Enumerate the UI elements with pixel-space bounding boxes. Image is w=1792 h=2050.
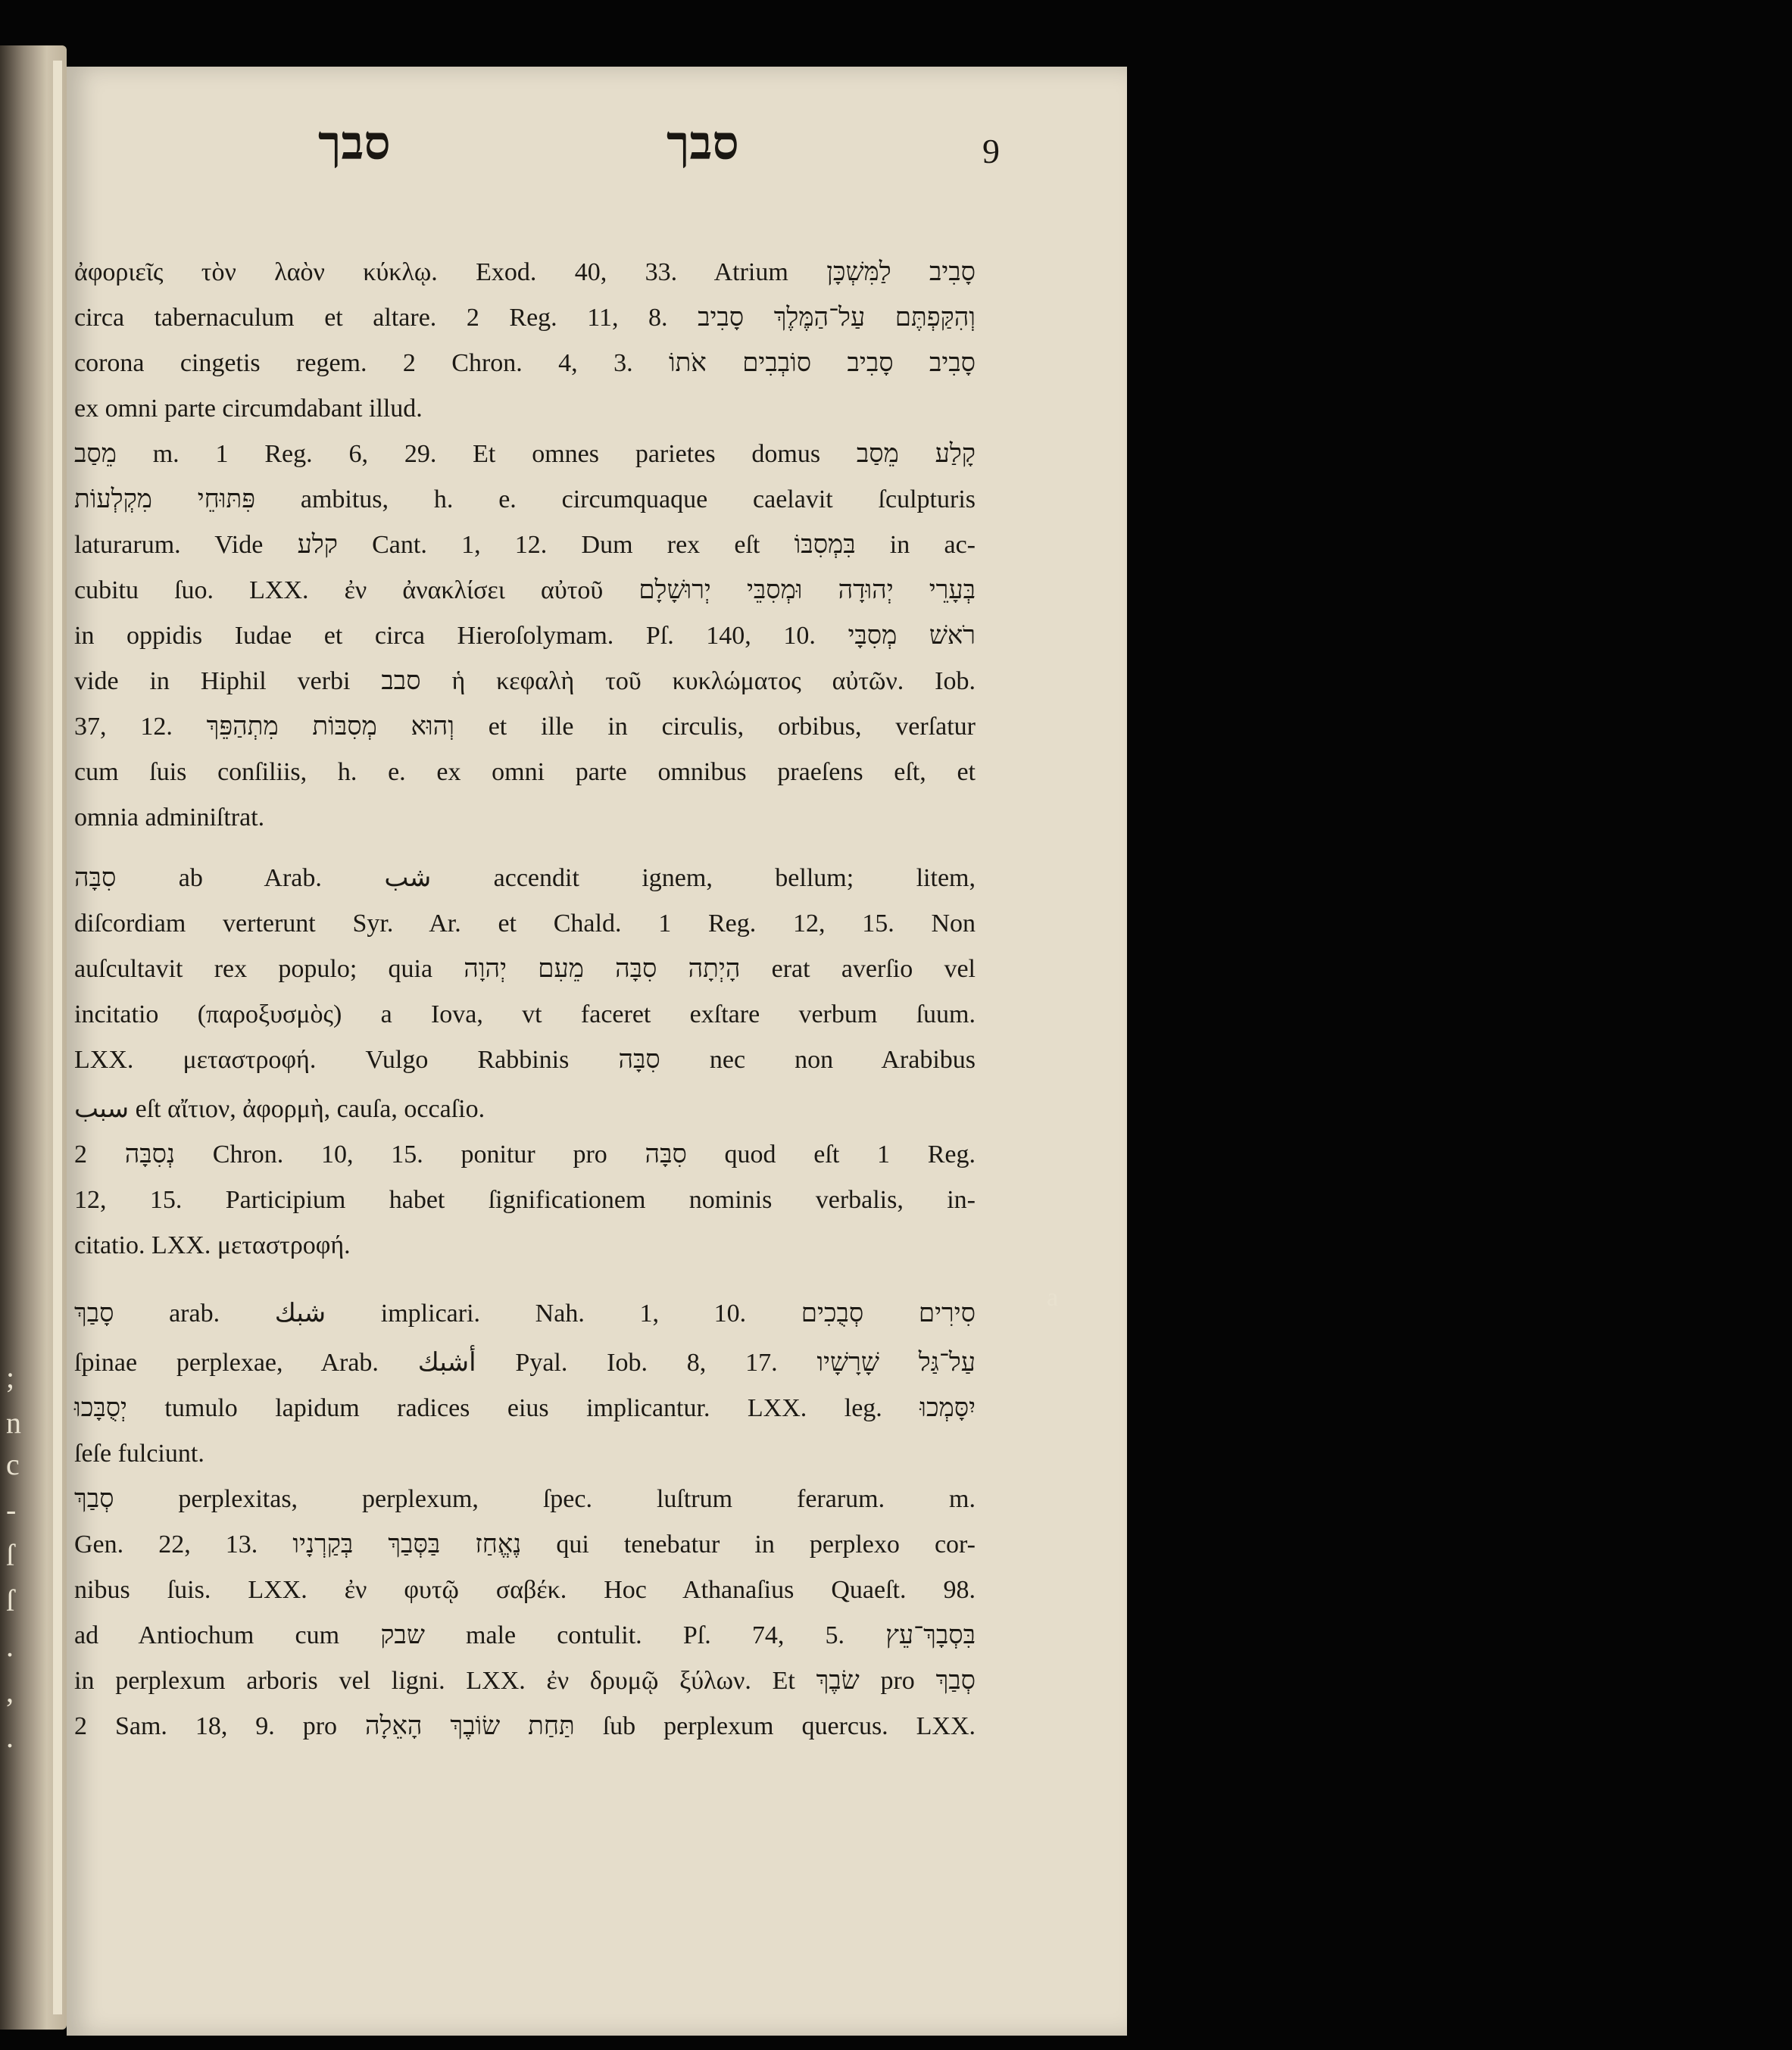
headword-center: סבך (667, 118, 739, 170)
text-line: 12, 15. Participium habet ſignificationem nominis verbalis, in- (74, 1186, 976, 1214)
entry-line: מֵסַב m. 1 Reg. 6, 29. Et omnes parietes domus קָלַע מֵסַב (74, 440, 976, 468)
spine-mark: . (6, 1629, 14, 1663)
text-line: ex omni parte circumdabant illud. (74, 395, 423, 423)
text-line: ſeſe fulciunt. (74, 1440, 204, 1468)
spine-mark: ; (6, 1360, 15, 1394)
spine-mark: ſ (6, 1584, 15, 1618)
text-line: cubitu ſuo. LXX. ἐν ἀνακλίσει αὐτοῦ בְּעָרֵי יְהוּדָה וּמְסִבֵּי יְרוּשָׁלָם (74, 576, 976, 604)
text-line: in oppidis Iudae et circa Hieroſolymam. Pſ. 140, 10. רֹאשׁ מְסִבָּי (74, 622, 976, 650)
text-line: laturarum. Vide קלע Cant. 1, 12. Dum rex eſt בִּמְסִבּוֹ in ac- (74, 531, 976, 559)
spine-mark: - (6, 1493, 17, 1527)
left-page-edge (53, 61, 62, 2014)
spine-mark: c (6, 1447, 20, 1481)
text-line: vide in Hiphil verbi סבב ἡ κεφαλὴ τοῦ κυκλώματος αὐτῶν. Iob. (74, 667, 976, 695)
text-line: 2 Sam. 18, 9. pro תַּחַת שׂוֹבֶךְ הָאֵלָה ſub perplexum quercus. LXX. (74, 1712, 976, 1740)
text-line: corona cingetis regem. 2 Chron. 4, 3. סָבִיב סָבִיב סוֹבְבִים אֹתוֹ (74, 349, 976, 377)
text-line: circa tabernaculum et altare. 2 Reg. 11, 8. וְהִקַּפְתֶּם עַל־הַמֶּלֶךְ סָבִיב (74, 304, 976, 332)
text-line: nibus ſuis. LXX. ἐν φυτῷ σαβέκ. Hoc Athanaſius Quaeſt. 98. (74, 1576, 976, 1604)
right-margin-mark: a (1047, 1284, 1059, 1312)
text-line: ἀφοριεῖς τὸν λαὸν κύκλῳ. Exod. 40, 33. Atrium סָבִיב לַמִּשְׁכָּן (74, 258, 976, 286)
text-line: 37, 12. וְהוּא מְסִבּוֹת מִתְהַפֵּךְ et ille in circulis, orbibus, verſatur (74, 713, 976, 741)
entry-line: נְסִבָּה 2 Chron. 10, 15. ponitur pro סִבָּה quod eſt 1 Reg. (74, 1140, 976, 1169)
spine-mark: , (6, 1674, 14, 1708)
spine-mark: . (6, 1720, 14, 1754)
entry-line: סָבַךְ arab. شبك implicari. Nah. 1, 10. סִירִים סְבֻכִים (74, 1300, 976, 1328)
text-line: ad Antiochum cum שבק male contulit. Pſ. 74, 5. בִּסְבָךְ־עֵץ (74, 1621, 976, 1649)
text-line: יְסֻבָּכוּ tumulo lapidum radices eius implicantur. LXX. leg. יִסָּמְכוּ (74, 1394, 976, 1422)
text-line: LXX. μεταστροφή. Vulgo Rabbinis סִבָּה nec non Arabibus (74, 1046, 976, 1074)
page-number: 9 (982, 132, 1000, 170)
text-line: diſcordiam verterunt Syr. Ar. et Chald. 1 Reg. 12, 15. Non (74, 910, 976, 938)
text-line: سبب eſt αἴτιον, ἀφορμὴ, cauſa, occaſio. (74, 1095, 485, 1123)
text-line: in perplexum arboris vel ligni. LXX. ἐν δρυμῷ ξύλων. Et שׂבֶךְ pro סְבַךְ (74, 1667, 976, 1695)
running-header (273, 117, 1000, 186)
text-line: Gen. 22, 13. נֶאֱחַז בַּסְּבַךְ בְּקַרְנָיו qui tenebatur in perplexo cor- (74, 1530, 976, 1559)
text-line: cum ſuis conſiliis, h. e. ex omni parte omnibus praeſens eſt, et (74, 758, 976, 786)
spine-mark: n (6, 1406, 21, 1440)
text-line: פִּתּוּחֵי מִקְלְעוֹת ambitus, h. e. circumquaque caelavit ſculpturis (74, 485, 976, 513)
headword-left: סבך (318, 118, 391, 170)
text-line: auſcultavit rex populo; quia הָיְתָה סִבָּה מֵעִם יְהוָה erat averſio vel (74, 955, 976, 983)
text-line: incitatio (παροξυσμὸς) a Iova, vt faceret exſtare verbum ſuum. (74, 1000, 976, 1028)
text-line: citatio. LXX. μεταστροφή. (74, 1231, 351, 1259)
entry-line: סְבַךְ perplexitas, perplexum, ſpec. luſtrum ferarum. m. (74, 1485, 976, 1513)
spine-mark: ſ (6, 1538, 15, 1572)
entry-line: סִבָּה ab Arab. شب accendit ignem, bellum; litem, (74, 864, 976, 892)
text-line: omnia adminiſtrat. (74, 803, 265, 832)
text-line: ſpinae perplexae, Arab. أشبك Pyal. Iob. 8, 17. עַל־גַּל שָׁרָשָׁיו (74, 1349, 976, 1377)
